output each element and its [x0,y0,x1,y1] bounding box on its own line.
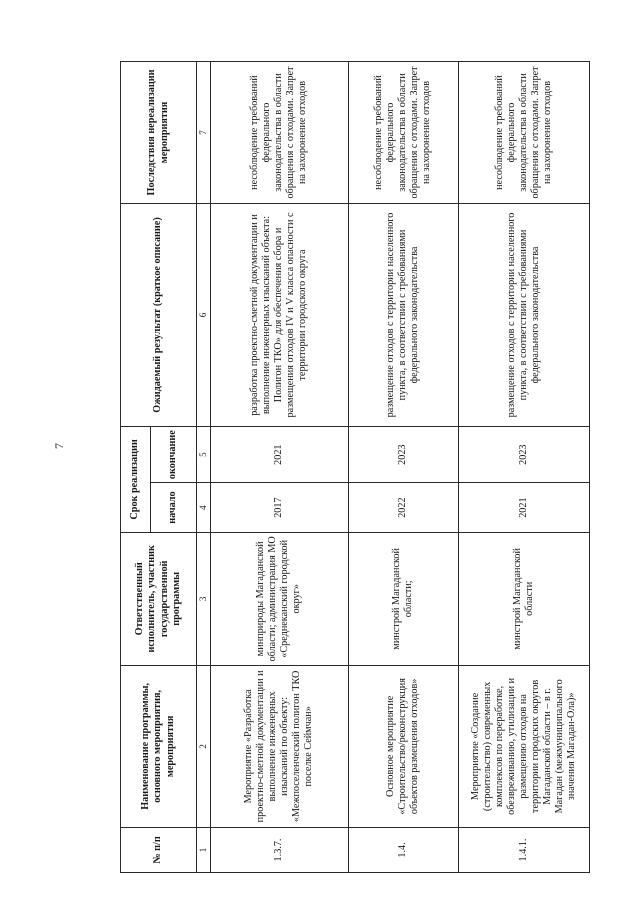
row-result: размещение отходов с территории населенного пункта, в соответствии с требованиями федерального законодательства [348,203,458,426]
row-num: 1.3.7. [210,827,348,872]
row-result: размещение отходов с территории населенного пункта, в соответствии с требованиями федерального законодательства [458,203,589,426]
header-consequences: Последствия нереализации мероприятия [121,62,197,204]
row-start: 2021 [458,483,589,533]
header-start: начало [151,483,197,533]
column-number: 3 [197,532,211,665]
row-name: Мероприятие «Создание (строительство) современных комплексов по переработке, обезвреживанию, утилизации и размещению отходов на территории городских округов Магаданской области – в г. Магадан (межмуниципального значения Магадан-Ола)» [458,665,589,827]
header-num: № п/п [121,827,197,872]
table-row [210,62,348,873]
column-number: 4 [197,483,211,533]
header-result: Ожидаемый результат (краткое описание) [121,203,197,426]
row-consequences: несоблюдение требований федерального законодательства в области обращения с отходами. Запрет на захоронение отходов [458,62,589,204]
table-row [348,62,458,873]
row-name: Основное мероприятие «Строительство/реконструкция объектов размещения отходов» [348,665,458,827]
header-name: Наименование программы, основного мероприятия, мероприятия [121,665,197,827]
column-number: 2 [197,665,211,827]
row-name: Мероприятие «Разработка проектно-сметной документации и выполнение инженерных изысканий по объекту: «Межпоселенческий полигон ТКО поселке Сеймчан» [210,665,348,827]
table-row [458,62,589,873]
column-number: 1 [197,827,211,872]
header-period: Срок реализации [121,426,151,532]
header-row [121,62,151,873]
row-responsible: минстрой Магаданской области [458,532,589,665]
column-numbers-row [197,62,211,873]
row-consequences: несоблюдение требований федерального законодательства в области обращения с отходами. Запрет на захоронение отходов [348,62,458,204]
row-responsible: минприроды Магаданской области; администрация МО «Среднеканский городской округ» [210,532,348,665]
row-result: разработка проектно-сметной документации и выполнение инженерных изысканий объекта: Полигон ТКО» для обеспечения сбора и размещения отходов IV и V класса опасности с территории городского округа [210,203,348,426]
row-responsible: минстрой Магаданской области; [348,532,458,665]
row-start: 2017 [210,483,348,533]
column-number: 5 [197,426,211,482]
row-num: 1.4.1. [458,827,589,872]
header-responsible: Ответственный исполнитель, участник государственной программы [121,532,197,665]
row-end: 2023 [348,426,458,482]
page-number: 7 [52,443,66,449]
row-start: 2022 [348,483,458,533]
column-number: 6 [197,203,211,426]
activities-table [120,61,590,873]
row-end: 2021 [210,426,348,482]
row-num: 1.4. [348,827,458,872]
row-consequences: несоблюдение требований федерального законодательства в области обращения с отходами. Запрет на захоронение отходов [210,62,348,204]
header-end: окончание [151,426,197,482]
column-number: 7 [197,62,211,204]
row-end: 2023 [458,426,589,482]
table-sheet [120,61,590,873]
